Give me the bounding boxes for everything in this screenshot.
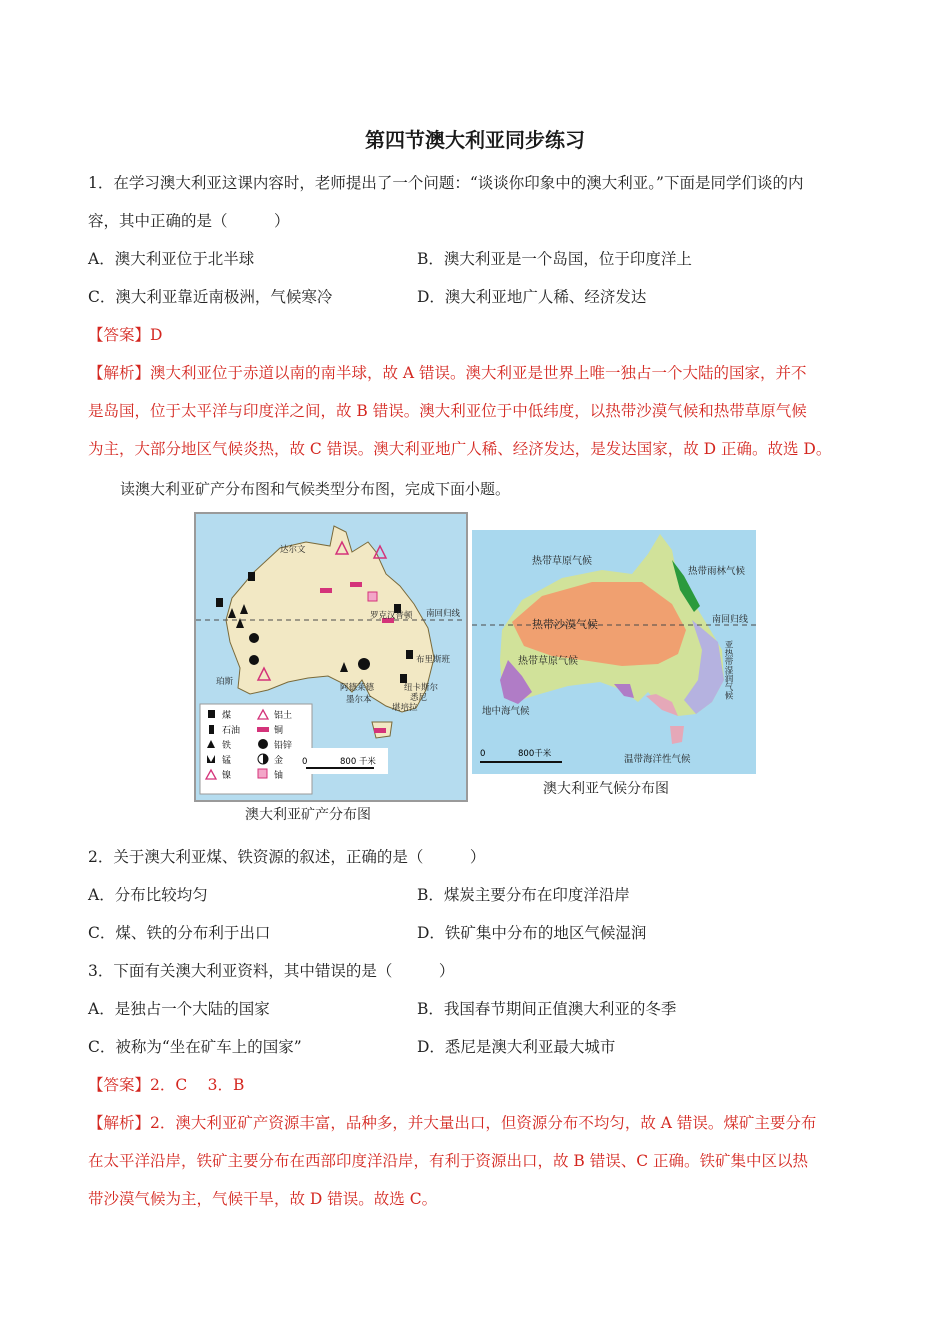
- climate-label-savanna-south: 热带草原气候: [518, 656, 578, 667]
- q3-option-b: B．我国春节期间正值澳大利亚的冬季: [417, 1000, 677, 1018]
- q1-explanation-line2: 是岛国，位于太平洋与印度洋之间，故 B 错误。澳大利亚位于中低纬度，以热带沙漠气候和热带草原气候: [88, 402, 807, 420]
- legend-nickel: 镍: [222, 771, 232, 781]
- legend-coal: 煤: [222, 711, 232, 721]
- q23-answer: 【答案】2．C 3．B: [88, 1076, 245, 1094]
- map1-label-brisbane: 布里斯班: [416, 655, 451, 665]
- svg-text:0: 0: [480, 749, 486, 759]
- page-title: 第四节澳大利亚同步练习: [365, 128, 585, 152]
- mineral-map: [194, 512, 468, 802]
- q3-option-a: A．是独占一个大陆的国家: [88, 1000, 270, 1018]
- climate-label-savanna-north: 热带草原气候: [532, 556, 592, 567]
- q1-explanation-line1: 【解析】澳大利亚位于赤道以南的南半球，故 A 错误。澳大利亚是世界上唯一独占一个大陆的国家，并不: [88, 364, 807, 382]
- q2-option-a: A．分布比较均匀: [88, 886, 208, 904]
- map1-label-rockhampton: 罗克汉普顿: [370, 611, 413, 621]
- climate-label-rainforest: 热带雨林气候: [688, 566, 746, 577]
- map1-label-newcastle: 纽卡斯尔: [404, 683, 439, 693]
- map1-label-sydney: 悉尼: [410, 693, 428, 703]
- climate-label-subtropical: 亚热带湿润气候: [723, 640, 733, 700]
- map1-label-canberra: 堪培拉: [392, 703, 418, 713]
- legend-iron: 铁: [222, 741, 232, 751]
- q23-explanation-line2: 在太平洋沿岸，铁矿主要分布在西部印度洋沿岸，有利于资源出口，故 B 错误、C 正确。铁矿集中区以热: [88, 1152, 809, 1170]
- q1-stem-line2: 容，其中正确的是（ ）: [88, 212, 290, 230]
- q23-explanation-line1: 【解析】2．澳大利亚矿产资源丰富，品种多，并大量出口，但资源分布不均匀，故 A 错误。煤矿主要分布: [88, 1114, 817, 1132]
- q2-option-d: D．铁矿集中分布的地区气候湿润: [417, 924, 647, 942]
- map1-label-perth: 珀斯: [216, 677, 234, 687]
- legend-uranium: 铀: [274, 771, 284, 781]
- legend-oil: 石油: [222, 726, 241, 736]
- q1-option-a: A．澳大利亚位于北半球: [88, 250, 255, 268]
- climate-map-svg: [472, 530, 756, 774]
- q3-option-c: C．被称为“坐在矿车上的国家”: [88, 1038, 302, 1056]
- climate-label-mediterranean: 地中海气候: [482, 706, 530, 717]
- q1-stem-line1: 1．在学习澳大利亚这课内容时，老师提出了一个问题：“谈谈你印象中的澳大利亚。”下面是同学们谈的内: [88, 174, 804, 192]
- q3-stem: 3．下面有关澳大利亚资料，其中错误的是（ ）: [88, 962, 455, 980]
- q1-option-c: C．澳大利亚靠近南极洲，气候寒冷: [88, 288, 333, 306]
- map1-label-tropic: 南回归线: [426, 609, 461, 619]
- map1-label-darwin: 达尔文: [280, 545, 306, 555]
- map1-scale-bar: [298, 748, 388, 774]
- reading-intro: 读澳大利亚矿产分布图和气候类型分布图，完成下面小题。: [120, 480, 511, 498]
- climate-label-tropic: 南回归线: [712, 615, 749, 625]
- svg-text:0: 0: [302, 757, 308, 767]
- q2-stem: 2．关于澳大利亚煤、铁资源的叙述，正确的是（ ）: [88, 848, 486, 866]
- q1-option-d: D．澳大利亚地广人稀、经济发达: [417, 288, 647, 306]
- legend-copper: 铜: [274, 726, 284, 736]
- q3-option-d: D．悉尼是澳大利亚最大城市: [417, 1038, 616, 1056]
- map1-label-melbourne: 墨尔本: [346, 695, 372, 705]
- legend-gold: 金: [274, 756, 284, 766]
- climate-label-oceanic: 温带海洋性气候: [624, 754, 691, 765]
- legend-bauxite: 铝土: [274, 711, 293, 721]
- q23-explanation-line3: 带沙漠气候为主，气候干旱，故 D 错误。故选 C。: [88, 1190, 438, 1208]
- q2-option-c: C．煤、铁的分布利于出口: [88, 924, 271, 942]
- legend-manganese: 锰: [222, 756, 232, 766]
- q1-explanation-line3: 为主，大部分地区气候炎热，故 C 错误。澳大利亚地广人稀、经济发达，是发达国家，故 D 正确。故选 D。: [88, 440, 832, 458]
- legend-lead-zinc: 铅锌: [274, 741, 293, 751]
- mineral-map-svg: [194, 512, 468, 802]
- q1-answer: 【答案】D: [88, 326, 163, 344]
- map1-label-adelaide: 阿德莱德: [340, 683, 375, 693]
- svg-text:800 千米: 800 千米: [340, 757, 376, 767]
- mineral-legend: [200, 704, 312, 794]
- climate-map: [472, 530, 756, 774]
- svg-text:800千米: 800千米: [518, 749, 552, 759]
- q2-option-b: B．煤炭主要分布在印度洋沿岸: [417, 886, 630, 904]
- q1-option-b: B．澳大利亚是一个岛国，位于印度洋上: [417, 250, 692, 268]
- climate-label-desert: 热带沙漠气候: [532, 618, 598, 631]
- climate-map-caption: 澳大利亚气候分布图: [543, 781, 669, 797]
- mineral-map-caption: 澳大利亚矿产分布图: [245, 807, 371, 823]
